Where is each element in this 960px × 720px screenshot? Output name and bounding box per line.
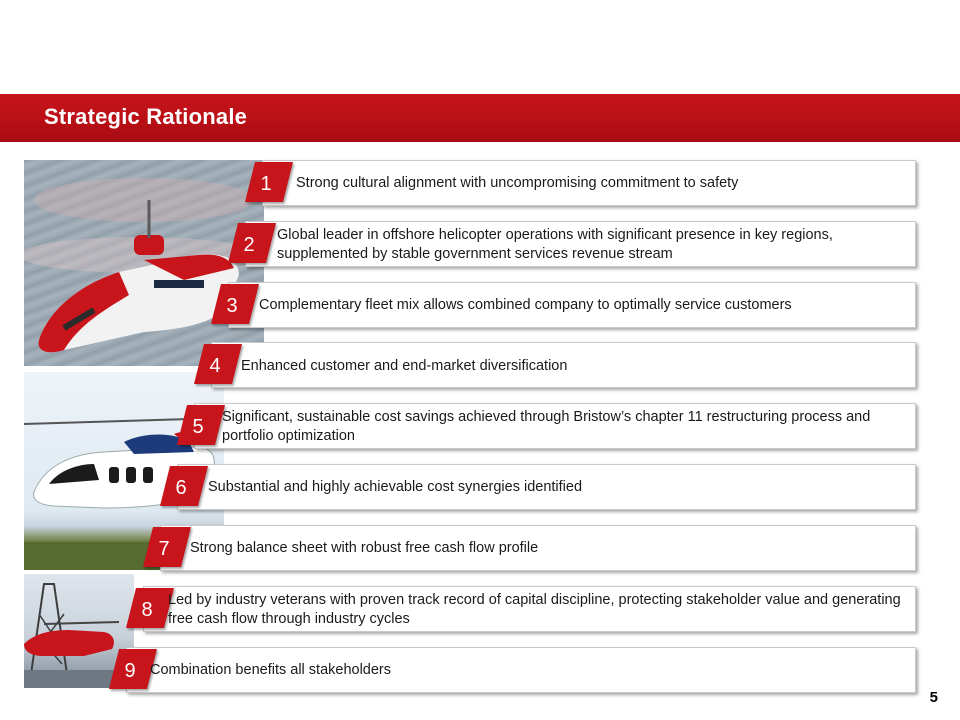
rationale-number-8: 8 bbox=[141, 599, 153, 621]
rationale-text-2: Global leader in offshore helicopter operations with significant presence in key regions, supplemented by stable government services revenue stream bbox=[277, 227, 833, 262]
rationale-number-2: 2 bbox=[243, 234, 255, 256]
rationale-text-1: Strong cultural alignment with uncompromising commitment to safety bbox=[296, 175, 739, 191]
page-number: 5 bbox=[929, 689, 938, 706]
rationale-number-4: 4 bbox=[209, 355, 221, 377]
rationale-text-9: Combination benefits all stakeholders bbox=[150, 662, 391, 678]
rationale-number-7: 7 bbox=[158, 538, 170, 560]
rationale-text-4: Enhanced customer and end-market diversification bbox=[241, 358, 568, 374]
rationale-number-3: 3 bbox=[226, 295, 238, 317]
helicopter-over-sea-photo bbox=[24, 160, 264, 366]
rationale-text-5: Significant, sustainable cost savings achieved through Bristow’s chapter 11 restructuring process and portfolio optimization bbox=[222, 409, 871, 444]
page-title: Strategic Rationale bbox=[44, 104, 248, 129]
rationale-number-1: 1 bbox=[260, 173, 272, 195]
rationale-text-6: Substantial and highly achievable cost synergies identified bbox=[208, 479, 583, 495]
rationale-number-9: 9 bbox=[124, 660, 136, 682]
rationale-text-7: Strong balance sheet with robust free cash flow profile bbox=[190, 540, 539, 556]
rationale-text-3: Complementary fleet mix allows combined company to optimally service customers bbox=[259, 297, 792, 313]
rationale-number-5: 5 bbox=[192, 416, 204, 438]
rationale-number-6: 6 bbox=[175, 477, 187, 499]
rationale-text-8: Led by industry veterans with proven track record of capital discipline, protecting stakeholder value and generating free cash flow through industry cycles bbox=[168, 592, 901, 627]
